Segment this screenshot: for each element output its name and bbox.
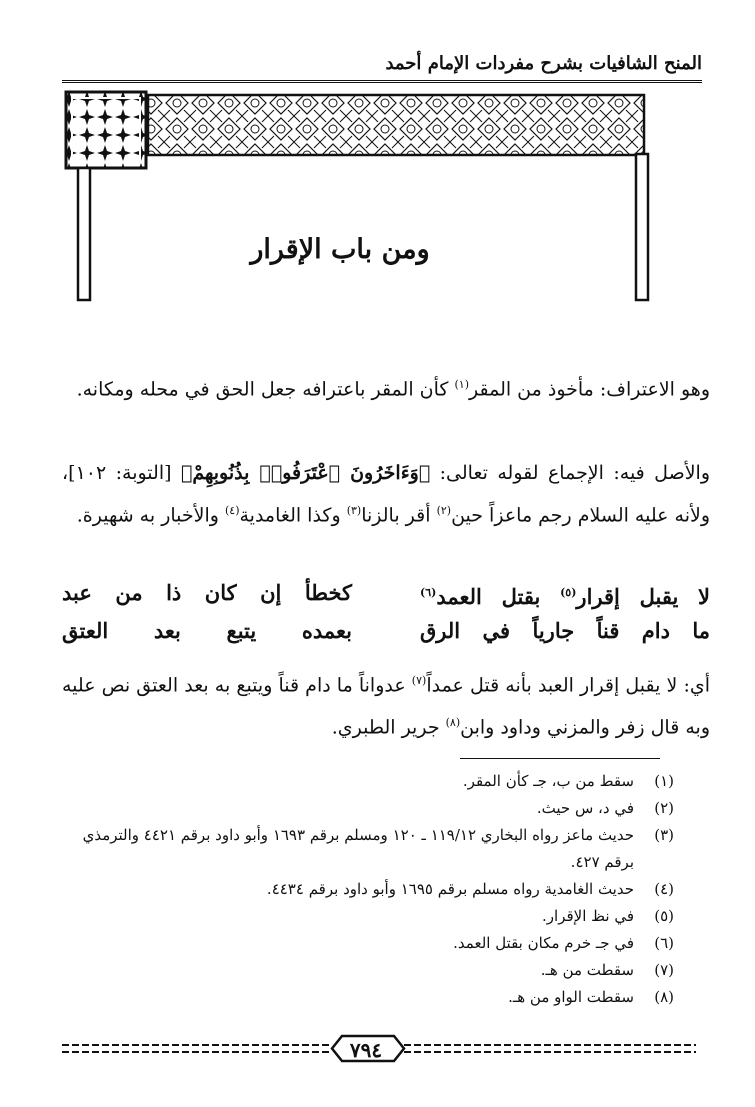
footnote-number: (٧) [654,961,674,979]
footnote-number: (٨) [654,988,674,1006]
verse-hemistich-left: بعمده يتبع بعد العتق [62,618,352,643]
footnote-ref: (٣) [346,504,362,517]
footnote-ref: (٨) [445,716,461,730]
frame-right-pillar [636,154,648,300]
frame-left-pillar [78,168,90,300]
paragraph-text: جرير الطبري. [331,716,446,739]
paragraph-definition [62,366,710,408]
paragraph-text: أي: لا يقبل إقرار العبد بأنه قتل عمداً [426,674,710,697]
footnote-ref: (٢) [436,504,452,517]
footnote-text: في د، س حيث. [536,799,634,817]
header-rule [62,80,702,83]
paragraph-text: أقر بالزنا [361,504,437,527]
verse-hemistich-right: ما دام قناً جارياً في الرق [420,618,710,643]
frame-ornament-band [148,95,644,155]
verse-hemistich-left: كخطأ إن كان ذا من عبد [62,580,352,605]
footnote [62,876,674,903]
footnote [62,903,674,930]
footnote-number: (٥) [654,907,674,925]
verse-text: بقتل العمد [436,584,561,609]
verse-hemistich-right [420,574,710,616]
quran-reference: [التوبة: ١٠٢] [68,462,181,484]
footnote-number: (٣) [654,826,674,844]
footnote [62,984,674,1011]
footnote-number: (٢) [654,799,674,817]
footnote [62,822,674,876]
paragraph-explanation [62,662,710,747]
paragraph-origin [62,454,710,534]
chapter-title: ومن باب الإقرار [250,234,430,265]
footnote-number: (١) [654,772,674,790]
footnotes [62,768,674,1011]
paragraph-text: ، ولأنه عليه السلام رجم ماعزاً حين [62,462,710,527]
footnote-ref: (٥) [560,586,577,599]
footnote-number: (٤) [654,880,674,898]
chapter-frame [60,90,660,310]
footnote-text: سقطت من هـ. [540,961,634,979]
footnote-text: سقطت الواو من هـ. [508,988,634,1006]
verse-text: لا يقبل إقرار [576,584,711,609]
footnote-ref: (١) [454,378,469,391]
page-number: ٧٩٤ [349,1038,383,1062]
footnote-text: حديث الغامدية رواه مسلم برقم ١٦٩٥ وأبو داود برقم ٤٤٣٤. [266,880,634,898]
footnote-text: في جـ خرم مكان بقتل العمد. [453,934,634,952]
footnote-ref: (٦) [420,586,437,599]
footnote-ref: (٧) [411,674,427,687]
footnote-text: في نظ الإقرار. [542,907,634,925]
verse-line [62,574,710,612]
footnote-number: (٦) [654,934,674,952]
running-header: المنح الشافيات بشرح مفردات الإمام أحمد [385,53,702,74]
footnote-rule [460,758,660,759]
paragraph-text: عدواناً ما دام قناً ويتبع به بعد العتق نص عليه وبه قال زفر والمزني وداود وابن [62,674,710,739]
footnote [62,957,674,984]
footnote-ref: (٤) [224,504,240,517]
frame-corner-ornament [66,92,146,168]
footnote [62,930,674,957]
footnote-text: سقط من ب، جـ كأن المقر. [462,772,634,790]
paragraph-text: والأخبار به شهيرة. [76,504,225,527]
footnote [62,795,674,822]
paragraph-text: وهو الاعتراف: مأخوذ من المقر [469,378,710,401]
footnote [62,768,674,795]
quran-quote: ﴿وَءَاخَرُونَ ٱعْتَرَفُوا۟ بِذُنُوبِهِمْ﴾ [180,462,431,484]
verse-line [62,612,710,650]
paragraph-text: كأن المقر باعترافه جعل الحق في محله ومكانه. [76,378,455,401]
footnote-text: حديث ماعز رواه البخاري ١١٩/١٢ ـ ١٢٠ ومسلم برقم ١٦٩٣ وأبو داود برقم ٤٤٢١ والترمذي برقم ٤٢٧. [82,826,634,871]
paragraph-text: والأصل فيه: الإجماع لقوله تعالى: [430,462,710,484]
paragraph-text: وكذا الغامدية [239,504,347,527]
